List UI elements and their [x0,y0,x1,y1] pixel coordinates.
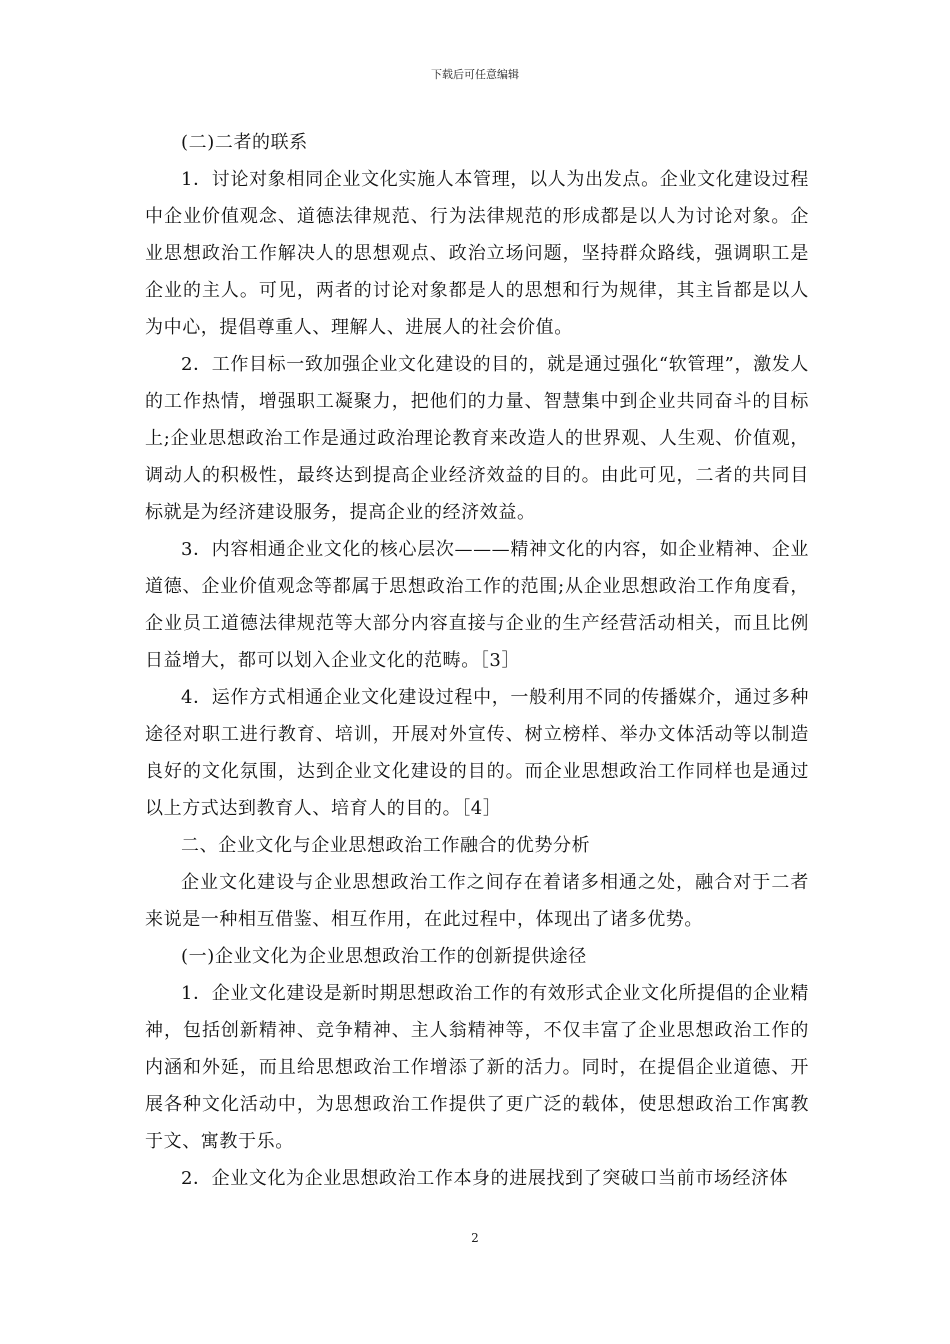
paragraph-operation-mode: 4．运作方式相通企业文化建设过程中，一般利用不同的传播媒介，通过多种途径对职工进行教育、培训，开展对外宣传、树立榜样、举办文体活动等以制造良好的文化氛围，达到企业文化建设的目的。而企业思想政治工作同样也是通过以上方式达到教育人、培育人的目的。［4］ [145,687,809,819]
section-heading-advantage-analysis: 二、企业文化与企业思想政治工作融合的优势分析 [181,835,591,856]
paragraph-intro-advantages: 企业文化建设与企业思想政治工作之间存在着诸多相通之处，融合对于二者来说是一种相互借鉴、相互作用，在此过程中，体现出了诸多优势。 [145,872,809,930]
page-header: 下载后可任意编辑 [431,68,519,81]
paragraph-effective-form: 1．企业文化建设是新时期思想政治工作的有效形式企业文化所提倡的企业精神，包括创新精神、竞争精神、主人翁精神等，不仅丰富了企业思想政治工作的内涵和外延，而且给思想政治工作增添了新的活力。同时，在提倡企业道德、开展各种文化活动中，为思想政治工作提供了更广泛的载体，使思想政治工作寓教于文、寓教于乐。 [145,983,809,1152]
section-heading-relationship: (二)二者的联系 [181,132,308,153]
page-number: 2 [471,1231,479,1245]
paragraph-content: 3．内容相通企业文化的核心层次———精神文化的内容，如企业精神、企业道德、企业价值观念等都属于思想政治工作的范围;从企业思想政治工作角度看，企业员工道德法律规范等大部分内容直接与企业的生产经营活动相关，而且比例日益增大，都可以划入企业文化的范畴。［3］ [145,539,809,671]
document-body [145,124,809,1197]
paragraph-research-object: 1．讨论对象相同企业文化实施人本管理，以人为出发点。企业文化建设过程中企业价值观念、道德法律规范、行为法律规范的形成都是以人为讨论对象。企业思想政治工作解决人的思想观点、政治立场问题，坚持群众路线，强调职工是企业的主人。可见，两者的讨论对象都是人的思想和行为规律，其主旨都是以人为中心，提倡尊重人、理解人、进展人的社会价值。 [145,169,809,338]
paragraph-breakthrough: 2．企业文化为企业思想政治工作本身的进展找到了突破口当前市场经济体 [181,1168,789,1189]
paragraph-work-goal: 2．工作目标一致加强企业文化建设的目的，就是通过强化“软管理”，激发人的工作热情，增强职工凝聚力，把他们的力量、智慧集中到企业共同奋斗的目标上;企业思想政治工作是通过政治理论教育来改造人的世界观、人生观、价值观，调动人的积极性，最终达到提高企业经济效益的目的。由此可见，二者的共同目标就是为经济建设服务，提高企业的经济效益。 [145,354,809,523]
section-heading-innovation: (一)企业文化为企业思想政治工作的创新提供途径 [181,946,587,967]
